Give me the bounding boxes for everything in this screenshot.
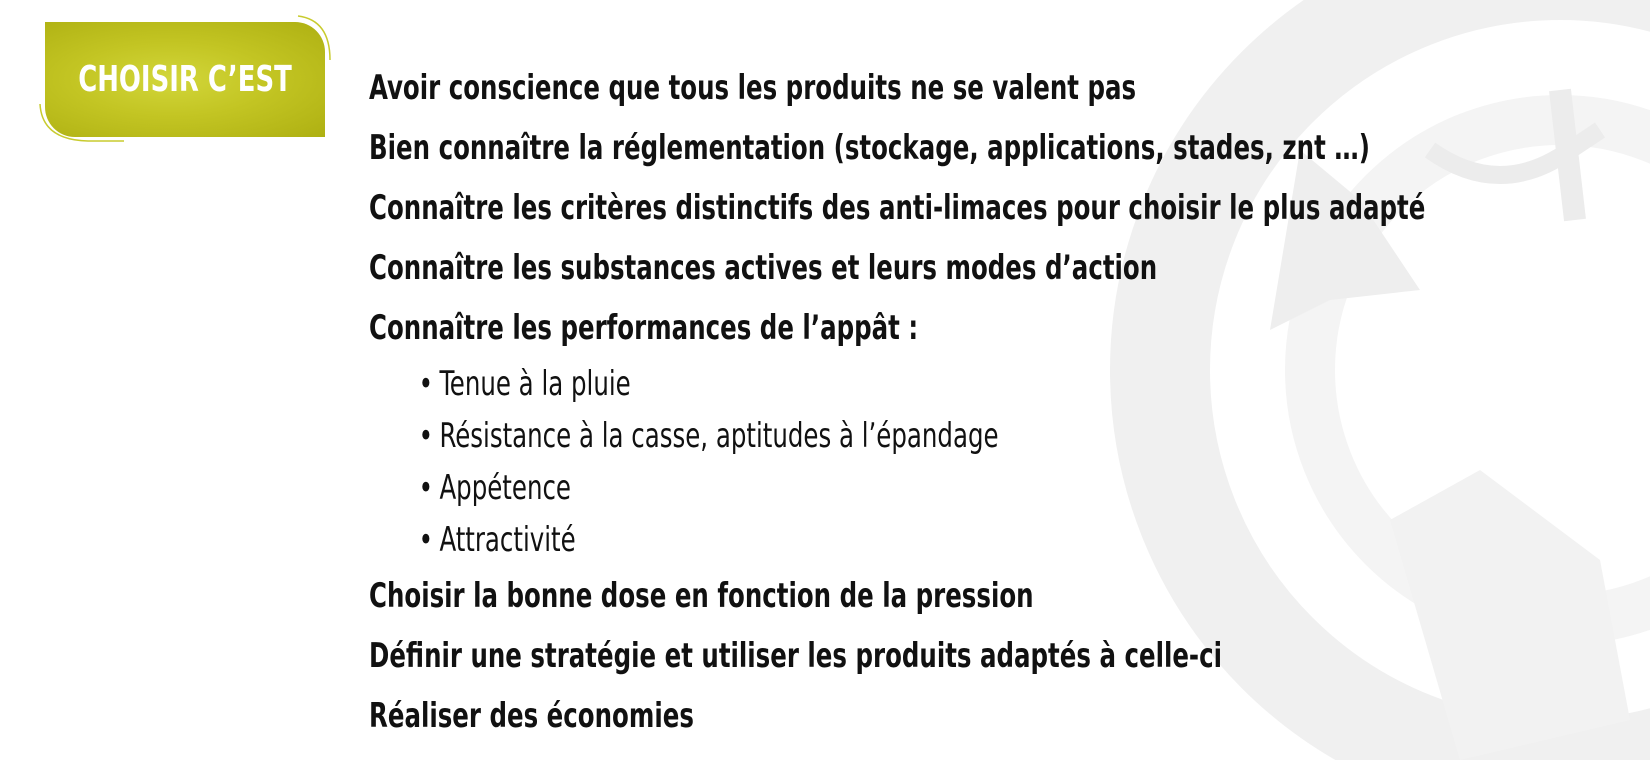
sub-list-item: • Résistance à la casse, aptitudes à l’épandage	[369, 410, 1425, 462]
list-item: Définir une stratégie et utiliser les produits adaptés à celle-ci	[369, 636, 1222, 676]
badge-title: CHOISIR C’EST	[78, 59, 292, 100]
sub-list-item: • Attractivité	[369, 514, 1425, 566]
bullet-icon: •	[418, 520, 434, 560]
bullet-icon: •	[418, 416, 434, 456]
sub-list-item: • Appétence	[369, 462, 1425, 514]
list-item: Connaître les substances actives et leurs modes d’action	[369, 248, 1158, 288]
bullet-icon: •	[418, 468, 434, 508]
bullet-list	[369, 58, 1650, 746]
bullet-icon: •	[418, 364, 434, 404]
list-item: Connaître les critères distinctifs des anti-limaces pour choisir le plus adapté	[369, 188, 1426, 228]
list-item: Choisir la bonne dose en fonction de la pression	[369, 576, 1034, 616]
list-item: Bien connaître la réglementation (stockage, applications, stades, znt …)	[369, 128, 1370, 168]
list-item: Réaliser des économies	[369, 696, 694, 736]
sub-list-item: • Tenue à la pluie	[369, 358, 1425, 410]
list-item: Avoir conscience que tous les produits ne se valent pas	[369, 68, 1137, 108]
list-item: Connaître les performances de l’appât :	[369, 308, 919, 348]
